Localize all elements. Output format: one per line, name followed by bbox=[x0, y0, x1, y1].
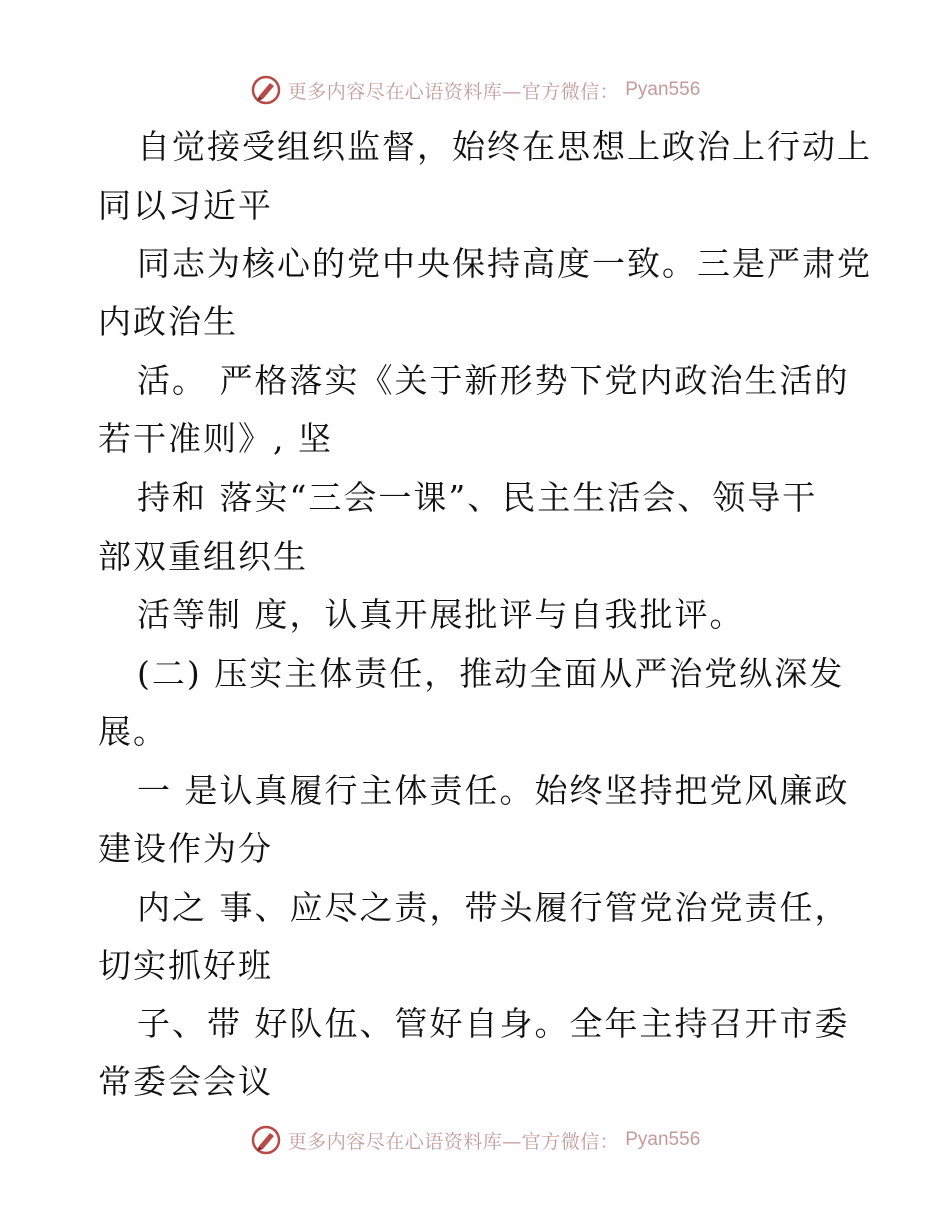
paragraph-line: 子、带 好队伍、管好自身。全年主持召开市委 bbox=[137, 1004, 850, 1043]
paragraph-line: 建设作为分 bbox=[98, 829, 273, 868]
paragraph-line: 活。 严格落实《关于新形势下党内政治生活的 bbox=[137, 361, 850, 400]
paragraph-line: 内政治生 bbox=[98, 302, 238, 341]
footer-watermark bbox=[0, 1120, 950, 1160]
section-heading-line: (二) 压实主体责任，推动全面从严治党纵深发 bbox=[137, 654, 845, 693]
paragraph-line: 展。 bbox=[98, 712, 168, 751]
header-watermark bbox=[0, 70, 950, 110]
paragraph-line: 自觉接受组织监督，始终在思想上政治上行动上 bbox=[137, 127, 872, 166]
paragraph-line: 一 是认真履行主体责任。始终坚持把党风廉政 bbox=[137, 771, 850, 810]
paragraph-line: 持和 落实“三会一课”、民主生活会、领导干 bbox=[137, 478, 818, 517]
pen-logo-icon bbox=[250, 1124, 282, 1156]
paragraph-line: 常委会会议 bbox=[98, 1062, 273, 1101]
watermark-text: 更多内容尽在心语资料库—官方微信： bbox=[287, 1130, 620, 1153]
paragraph-line: 同以习近平 bbox=[98, 186, 273, 225]
paragraph-line: 同志为核心的党中央保持高度一致。三是严肃党 bbox=[137, 244, 872, 283]
pen-logo-icon bbox=[250, 74, 282, 106]
paragraph-line: 切实抓好班 bbox=[98, 946, 273, 985]
watermark-wechat-id: Pyan556 bbox=[625, 79, 701, 100]
paragraph-line: 内之 事、应尽之责，带头履行管党治党责任， bbox=[137, 888, 850, 927]
paragraph-line: 部双重组织生 bbox=[98, 537, 308, 576]
watermark-text: 更多内容尽在心语资料库—官方微信： bbox=[287, 80, 620, 103]
paragraph-line: 若干准则》, 坚 bbox=[98, 419, 333, 458]
watermark-wechat-id: Pyan556 bbox=[625, 1129, 701, 1150]
paragraph-line: 活等制 度，认真开展批评与自我批评。 bbox=[137, 595, 745, 634]
